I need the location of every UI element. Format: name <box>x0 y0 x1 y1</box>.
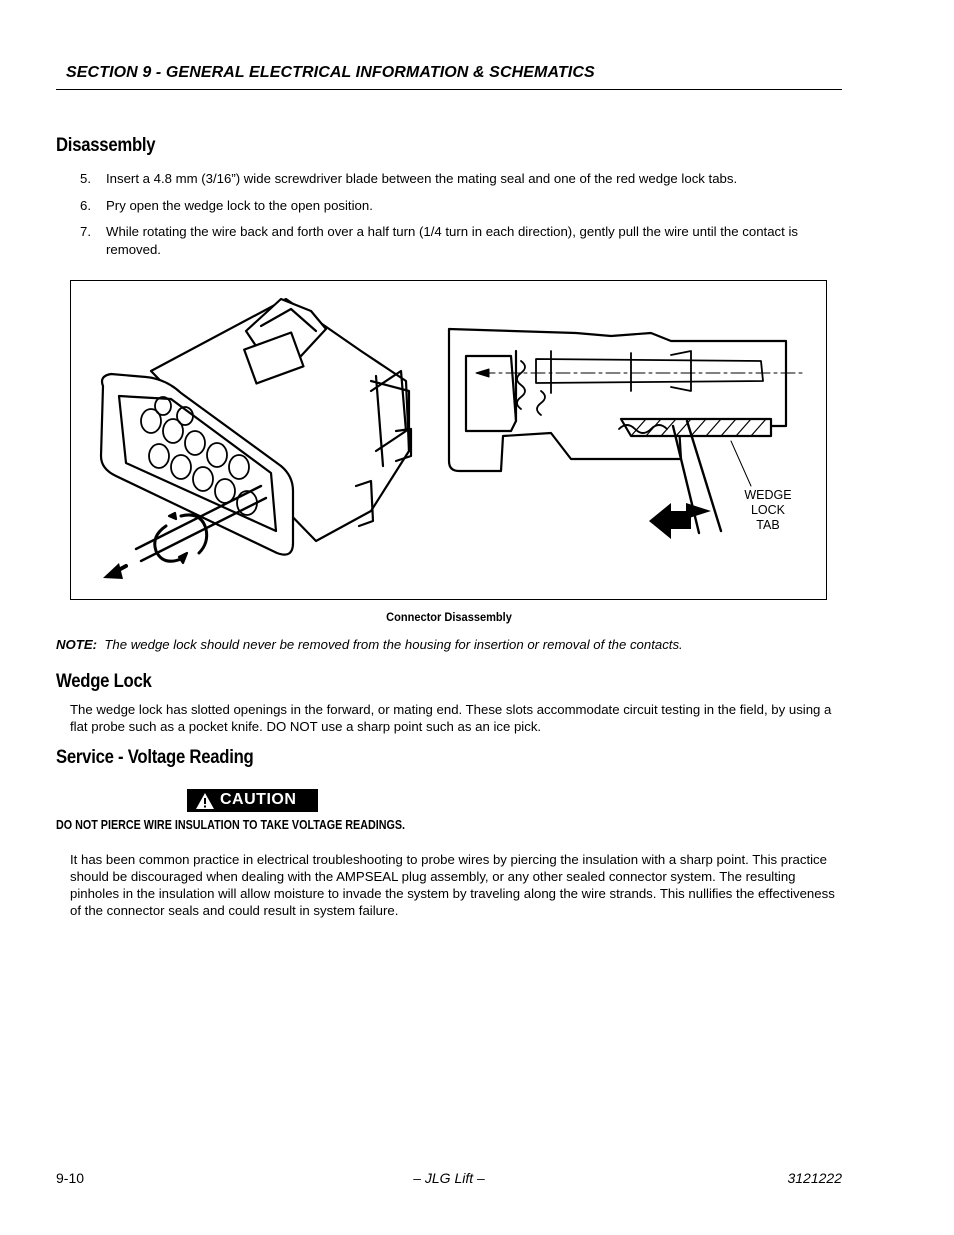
connector-illustration <box>71 281 826 599</box>
step-number: 7. <box>80 224 91 239</box>
step-text: While rotating the wire back and forth over a half turn (1/4 turn in each direction), gently pull the wire until the contact is removed. <box>106 224 798 257</box>
service-paragraph: It has been common practice in electrical troubleshooting to probe wires by piercing the insulation with a sharp point. This practice should be discouraged when dealing with the AMPSEAL plug assembly, or any other sealed connector system. The resulting pinholes in the insulation will allow moisture to invade the system by traveling along the wire strands. This nullifies the effectiveness of the connector seals and could result in system failure. <box>70 852 835 918</box>
note-text: The wedge lock should never be removed from the housing for insertion or removal of the contacts. <box>104 637 683 652</box>
disassembly-heading-wrap <box>56 135 169 157</box>
caution-label: CAUTION <box>220 791 297 808</box>
wedge-lock-heading-wrap <box>56 671 165 693</box>
page-number: 9-10 <box>56 1170 85 1186</box>
warning-triangle-icon <box>195 792 215 810</box>
caution-text: DO NOT PIERCE WIRE INSULATION TO TAKE VOLTAGE READINGS. <box>56 818 405 832</box>
step-text: Pry open the wedge lock to the open position. <box>106 198 373 213</box>
step-item <box>80 223 842 259</box>
wedge-lock-label-line3: TAB <box>756 518 780 532</box>
figure-caption: Connector Disassembly <box>386 610 512 624</box>
disassembly-heading: Disassembly <box>56 135 156 156</box>
wedge-lock-heading: Wedge Lock <box>56 671 152 692</box>
section-title: SECTION 9 - GENERAL ELECTRICAL INFORMATION & SCHEMATICS <box>66 64 595 81</box>
service-heading-wrap <box>56 747 280 769</box>
header-divider <box>56 89 842 90</box>
note-label: NOTE: <box>56 637 98 652</box>
service-heading: Service - Voltage Reading <box>56 747 254 768</box>
step-text: Insert a 4.8 mm (3/16”) wide screwdriver blade between the mating seal and one of the red wedge lock tabs. <box>106 171 738 186</box>
document-number: 3121222 <box>787 1170 842 1186</box>
step-item <box>80 197 842 215</box>
connector-housing-drawing <box>101 299 411 579</box>
step-number: 5. <box>80 171 91 186</box>
step-item <box>80 170 842 188</box>
connector-disassembly-figure <box>70 280 827 600</box>
wedge-lock-label-line1: WEDGE <box>744 488 792 502</box>
footer-center: – JLG Lift – <box>413 1170 485 1186</box>
caution-badge <box>187 789 318 812</box>
note <box>56 637 842 652</box>
wedge-lock-paragraph: The wedge lock has slotted openings in the forward, or mating end. These slots accommodate circuit testing in the field, by using a flat probe such as a pocket knife. DO NOT use a sharp point such as an ice pick. <box>70 702 832 734</box>
step-number: 6. <box>80 198 91 213</box>
wedge-lock-label-line2: LOCK <box>750 503 786 517</box>
